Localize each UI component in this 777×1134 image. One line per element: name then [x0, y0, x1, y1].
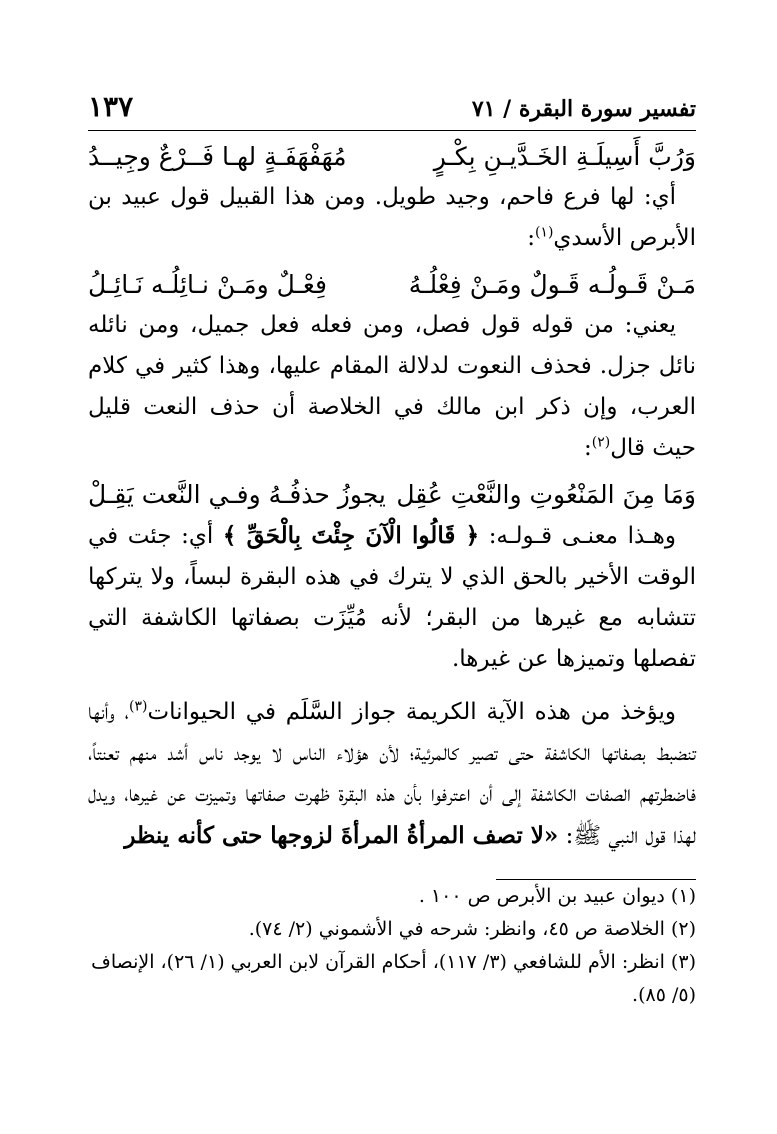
paragraph-4 — [88, 692, 696, 857]
paragraph-4-rest: ، وأنها تنضبط بصفاتها الكاشفة حتى تصير كالمرئية؛ لأن هؤلاء الناس لا يوجد ناس أشد منهم تعنتاً، فاضطرتهم الصفات الكاشفة إلى أن اعترفوا بأن هذه البقرة ظهرت صفاتها وتميزت عن غيرها، ويدل لهذا قول النبي ﷺ: — [88, 699, 696, 849]
paragraph-2-end: : — [584, 435, 592, 461]
paragraph-4-start: ويؤخذ من هذه الآية الكريمة جواز السَّلَم في الحيوانات — [147, 699, 676, 725]
paragraph-1 — [88, 177, 696, 259]
verse-2-second-hemistich: فِعْـلٌ ومَـنْ نـائِلُـه نَـائِـلُ — [88, 270, 327, 299]
poem-verse-2 — [88, 265, 696, 305]
paragraph-1-end: : — [527, 225, 535, 251]
footnote-ref-3[interactable]: (٣) — [128, 698, 148, 715]
verse-2-first-hemistich: مَـنْ قَـولُـه قَـولٌ ومَـنْ فِعْلُـهُ — [408, 270, 696, 299]
footnote-2: (٢) الخلاصة ص ٤٥، وانظر: شرحه في الأشموني (٢/ ٧٤). — [248, 918, 696, 940]
book-page — [88, 90, 696, 1012]
verse-1-second-hemistich: مُهَفْهَفَـةٍ لهـا فَــرْعٌ وجِيــدُ — [88, 142, 347, 171]
verse-1-first-hemistich: وَرُبَّ أَسِيلَـةِ الخَـدَّيـنِ بِكْـرٍ — [433, 142, 696, 171]
paragraph-2-text: يعني: من قوله قول فصل، ومن فعله فعل جميل، ومن نائله نائل جزل. فحذف النعوت لدلالة المقام عليها، وهذا كثير في كلام العرب، وإن ذكر ابن مالك في الخلاصة أن حذف النعت قليل حيث قال — [88, 312, 696, 461]
poem-verse-3 — [88, 475, 696, 515]
footnote-3: (٣) انظر: الأم للشافعي (٣/ ١١٧)، أحكام القرآن لابن العربي (١/ ٢٦)، الإنصاف (٥/ ٨٥). — [91, 951, 696, 1006]
footnote-ref-1[interactable]: (١) — [534, 224, 554, 241]
paragraph-3 — [88, 515, 696, 680]
paragraph-3-rest: أي: جئت في الوقت الأخير بالحق الذي لا يترك في هذه البقرة لبساً، ولا يتركها تتشابه مع غيرها من البقر؛ لأنه مُيِّزَت بصفاتها الكاشفة التي تفصلها وتميزها عن غيرها. — [88, 523, 696, 672]
paragraph-1-text: أي: لها فرع فاحم، وجيد طويل. ومن هذا القبيل قول عبيد بن الأبرص الأسدي — [88, 184, 696, 251]
footnote-1: (١) ديوان عبيد بن الأبرص ص ١٠٠ . — [418, 885, 696, 907]
paragraph-3-start: وهـذا معنـى قـولـه: — [488, 523, 677, 549]
page-header — [88, 90, 696, 131]
footnote-ref-2[interactable]: (٢) — [591, 434, 611, 451]
verse-3-second-hemistich: يجوزُ حذفُـهُ وفـي النَّعت يَقِـلْ — [88, 480, 386, 509]
running-title: تفسير سورة البقرة / ٧١ — [471, 96, 696, 122]
poem-verse-1 — [88, 137, 696, 177]
hadith-quote: «لا تصف المرأةُ المرأةَ لزوجها حتى كأنه ينظر — [124, 822, 559, 849]
quran-quote: ﴿ قَالُوا الْآنَ جِئْتَ بِالْحَقِّ ﴾ — [222, 522, 480, 549]
verse-3-first-hemistich: وَمَا مِنَ المَنْعُوتِ والنَّعْتِ عُقِل — [396, 480, 696, 509]
page-number: ١٣٧ — [88, 90, 134, 123]
paragraph-2 — [88, 305, 696, 469]
